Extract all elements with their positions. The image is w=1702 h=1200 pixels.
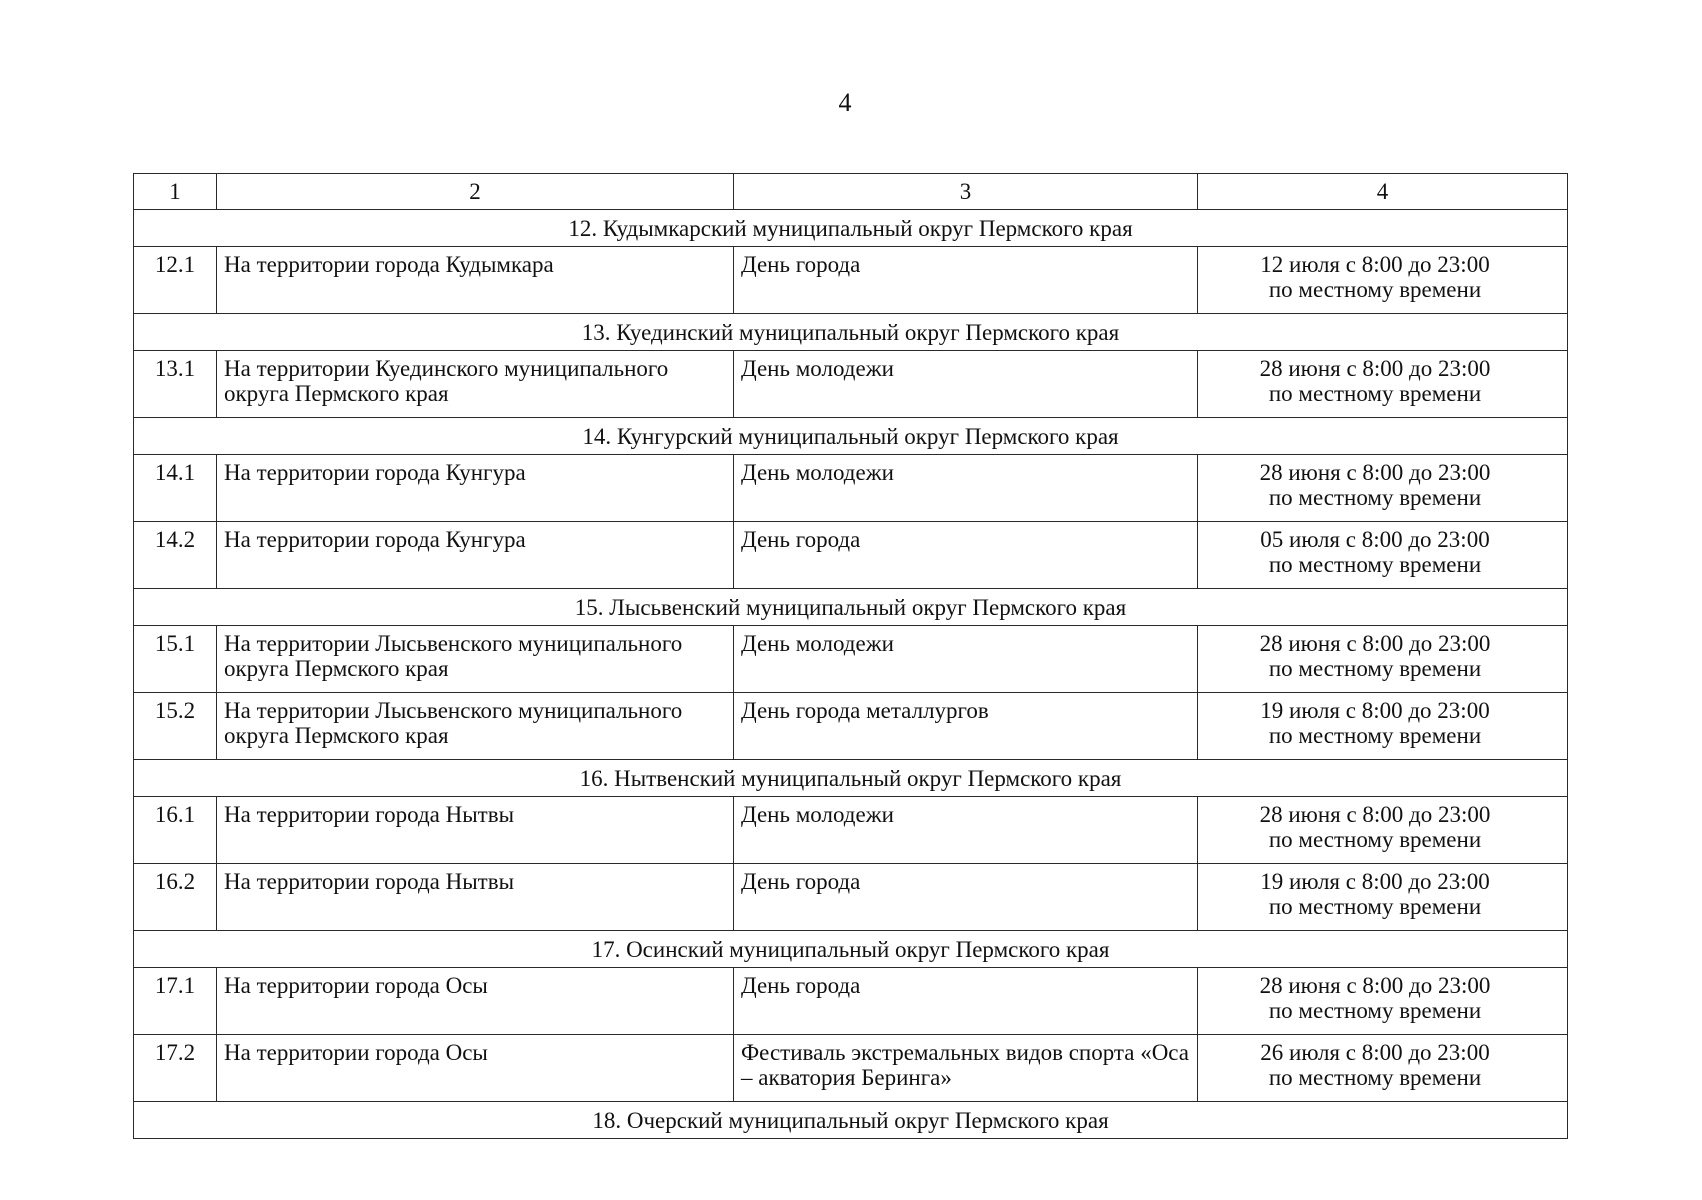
time-cell (1198, 968, 1568, 1035)
time-date-line: 28 июня с 8:00 до 23:00 (1259, 460, 1491, 485)
time-date-line: 28 июня с 8:00 до 23:00 (1259, 973, 1491, 998)
event-cell: День города (734, 864, 1198, 931)
row-number-cell: 15.1 (134, 626, 217, 693)
group-title: 15. Лысьвенский муниципальный округ Пермского края (134, 589, 1568, 626)
table-row (134, 1035, 1568, 1102)
row-number-cell: 13.1 (134, 351, 217, 418)
page-number: 4 (838, 88, 852, 117)
time-cell (1198, 522, 1568, 589)
event-cell: День города (734, 522, 1198, 589)
group-title: 13. Куединский муниципальный округ Пермского края (134, 314, 1568, 351)
group-row (134, 760, 1568, 797)
time-zone-line: по местному времени (1268, 894, 1482, 919)
group-title: 14. Кунгурский муниципальный округ Пермского края (134, 418, 1568, 455)
table-row (134, 247, 1568, 314)
time-date-line: 28 июня с 8:00 до 23:00 (1259, 356, 1491, 381)
time-zone-line: по местному времени (1268, 1065, 1482, 1090)
group-row (134, 314, 1568, 351)
row-number-cell: 12.1 (134, 247, 217, 314)
time-date-line: 26 июля с 8:00 до 23:00 (1260, 1040, 1490, 1065)
time-cell (1198, 351, 1568, 418)
table-row (134, 351, 1568, 418)
table-body (134, 174, 1568, 1139)
column-header-4: 4 (1198, 174, 1568, 210)
table-row (134, 522, 1568, 589)
time-zone-line: по местному времени (1268, 827, 1482, 852)
time-zone-line: по местному времени (1268, 485, 1482, 510)
time-cell (1198, 455, 1568, 522)
group-row (134, 418, 1568, 455)
column-header-1: 1 (134, 174, 217, 210)
event-cell: День молодежи (734, 455, 1198, 522)
place-cell: На территории Куединского муниципального округа Пермского края (217, 351, 734, 418)
event-cell: День города металлургов (734, 693, 1198, 760)
table-row (134, 864, 1568, 931)
row-number-cell: 15.2 (134, 693, 217, 760)
group-title: 16. Нытвенский муниципальный округ Пермского края (134, 760, 1568, 797)
time-cell (1198, 247, 1568, 314)
place-cell: На территории города Кунгура (217, 522, 734, 589)
time-date-line: 19 июля с 8:00 до 23:00 (1260, 698, 1490, 723)
place-cell: На территории города Кудымкара (217, 247, 734, 314)
row-number-cell: 14.2 (134, 522, 217, 589)
event-cell: День города (734, 247, 1198, 314)
group-row (134, 931, 1568, 968)
column-number-row (134, 174, 1568, 210)
place-cell: На территории города Кунгура (217, 455, 734, 522)
place-cell: На территории города Нытвы (217, 797, 734, 864)
time-cell (1198, 864, 1568, 931)
time-cell (1198, 626, 1568, 693)
place-cell: На территории Лысьвенского муниципального округа Пермского края (217, 626, 734, 693)
row-number-cell: 17.1 (134, 968, 217, 1035)
time-zone-line: по местному времени (1268, 552, 1482, 577)
events-table (133, 173, 1568, 1139)
table-row (134, 797, 1568, 864)
table-row (134, 626, 1568, 693)
place-cell: На территории города Осы (217, 1035, 734, 1102)
group-title: 12. Кудымкарский муниципальный округ Пермского края (134, 210, 1568, 247)
time-zone-line: по местному времени (1268, 723, 1482, 748)
time-cell (1198, 1035, 1568, 1102)
event-cell: День молодежи (734, 626, 1198, 693)
event-cell: День молодежи (734, 351, 1198, 418)
group-row (134, 1102, 1568, 1139)
table-row (134, 455, 1568, 522)
time-cell (1198, 797, 1568, 864)
time-zone-line: по местному времени (1268, 998, 1482, 1023)
time-cell (1198, 693, 1568, 760)
row-number-cell: 16.1 (134, 797, 217, 864)
table-row (134, 968, 1568, 1035)
place-cell: На территории города Осы (217, 968, 734, 1035)
event-cell: Фестиваль экстремальных видов спорта «Оса – акватория Беринга» (734, 1035, 1198, 1102)
place-cell: На территории города Нытвы (217, 864, 734, 931)
place-cell: На территории Лысьвенского муниципального округа Пермского края (217, 693, 734, 760)
row-number-cell: 16.2 (134, 864, 217, 931)
row-number-cell: 17.2 (134, 1035, 217, 1102)
group-row (134, 210, 1568, 247)
group-title: 18. Очерский муниципальный округ Пермского края (134, 1102, 1568, 1139)
time-date-line: 12 июля с 8:00 до 23:00 (1260, 252, 1490, 277)
row-number-cell: 14.1 (134, 455, 217, 522)
time-date-line: 19 июля с 8:00 до 23:00 (1260, 869, 1490, 894)
event-cell: День молодежи (734, 797, 1198, 864)
time-zone-line: по местному времени (1268, 277, 1482, 302)
group-title: 17. Осинский муниципальный округ Пермского края (134, 931, 1568, 968)
column-header-3: 3 (734, 174, 1198, 210)
table-row (134, 693, 1568, 760)
time-date-line: 05 июля с 8:00 до 23:00 (1260, 527, 1490, 552)
time-zone-line: по местному времени (1268, 656, 1482, 681)
time-zone-line: по местному времени (1268, 381, 1482, 406)
time-date-line: 28 июня с 8:00 до 23:00 (1259, 802, 1491, 827)
group-row (134, 589, 1568, 626)
column-header-2: 2 (217, 174, 734, 210)
time-date-line: 28 июня с 8:00 до 23:00 (1259, 631, 1491, 656)
event-cell: День города (734, 968, 1198, 1035)
